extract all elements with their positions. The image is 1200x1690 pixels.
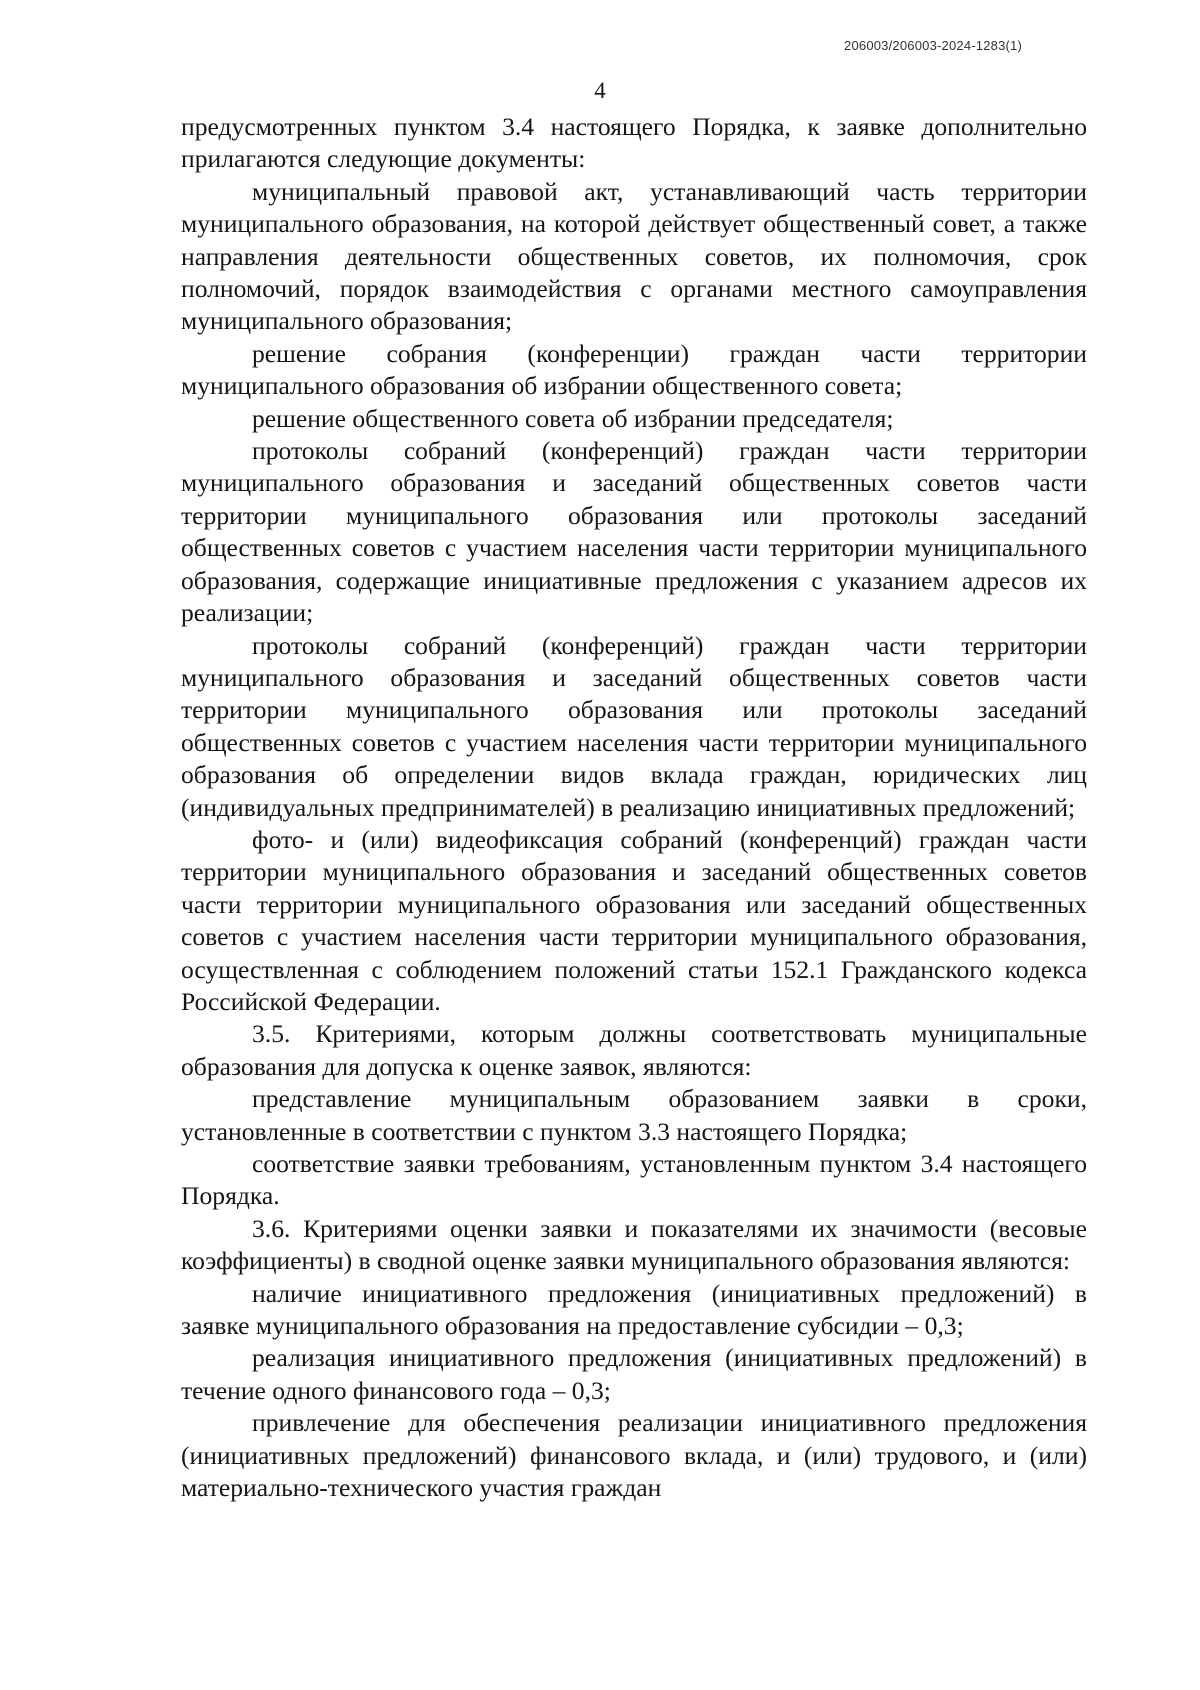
paragraph-legal-act: муниципальный правовой акт, устанавливающий часть территории муниципального образования, на которой действует общественный совет, а также направления деятельности общественных советов, их полномочия, срок полномочий, порядок взаимодействия с органами местного самоуправления муниципального образования;: [181, 176, 1087, 336]
document-body: [181, 111, 1087, 1504]
paragraph-chairman-decision: решение общественного совета об избрании председателя;: [252, 403, 894, 433]
paragraph-section-3-6: 3.6. Критериями оценки заявки и показателями их значимости (весовые коэффициенты) в сводной оценке заявки муниципального образования являются:: [181, 1213, 1087, 1276]
document-id: 206003/206003-2024-1283(1): [844, 38, 1022, 53]
paragraph-requirements-criterion: соответствие заявки требованиям, установленным пунктом 3.4 настоящего Порядка.: [181, 1149, 1087, 1211]
paragraph-section-3-5: 3.5. Критериями, которым должны соответствовать муниципальные образования для допуска к оценке заявок, являются:: [181, 1019, 1087, 1081]
paragraph-photo-video: фото- и (или) видеофиксация собраний (конференций) граждан части территории муниципального образования и заседаний общественных советов части территории муниципального образования или заседаний общественных советов с участием населения части территории муниципального образования, осуществленная с соблюдением положений статьи 152.1 Гражданского кодекса Российской Федерации.: [181, 824, 1087, 1016]
paragraph-deadline-criterion: представление муниципальным образованием заявки в сроки, установленные в соответствии с пунктом 3.3 настоящего Порядка;: [181, 1084, 1087, 1146]
paragraph-continuation: предусмотренных пунктом 3.4 настоящего Порядка, к заявке дополнительно прилагаются следующие документы:: [181, 112, 1087, 174]
paragraph-protocols-contributions: протоколы собраний (конференций) граждан части территории муниципального образования и заседаний общественных советов части территории муниципального образования или протоколы заседаний общественных советов с участием населения части территории муниципального образования об определении видов вклада граждан, юридических лиц (индивидуальных предпринимателей) в реализацию инициативных предложений;: [181, 630, 1087, 822]
page-number: 4: [594, 78, 606, 103]
paragraph-meeting-decision: решение собрания (конференции) граждан части территории муниципального образования об избрании общественного совета;: [181, 338, 1087, 401]
paragraph-criterion-participation: привлечение для обеспечения реализации инициативного предложения (инициативных предложений) финансового вклада, и (или) трудового, и (или) материально-технического участия граждан: [181, 1408, 1087, 1503]
paragraph-criterion-implementation: реализация инициативного предложения (инициативных предложений) в течение одного финансового года – 0,3;: [181, 1343, 1087, 1405]
paragraph-criterion-proposal: наличие инициативного предложения (инициативных предложений) в заявке муниципального образования на предоставление субсидии – 0,3;: [181, 1278, 1087, 1341]
paragraph-protocols-proposals: протоколы собраний (конференций) граждан части территории муниципального образования и заседаний общественных советов части территории муниципального образования или протоколы заседаний общественных советов с участием населения части территории муниципального образования, содержащие инициативные предложения с указанием адресов их реализации;: [181, 436, 1087, 628]
